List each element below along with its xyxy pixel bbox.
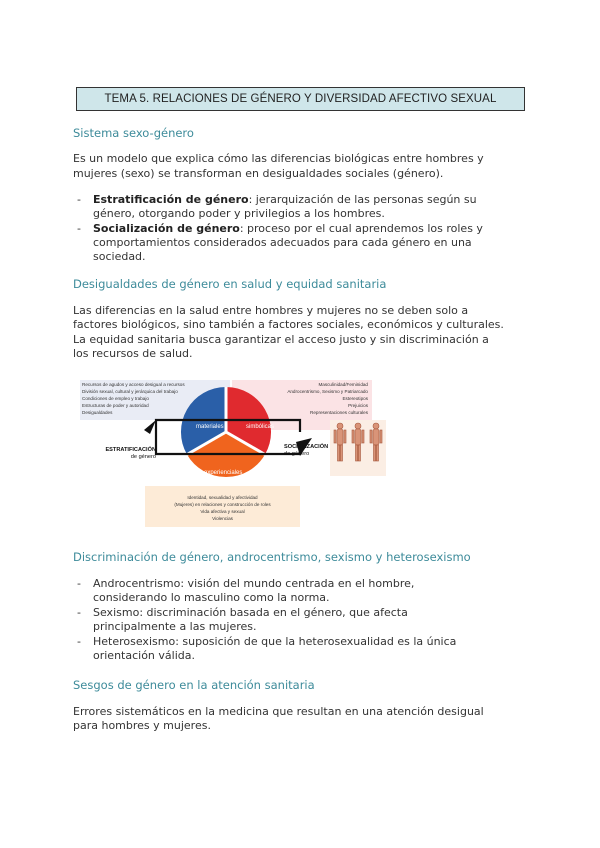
bullet-item <box>77 193 527 208</box>
diagram-text: Identidad, sexualidad y afectividad <box>187 495 258 500</box>
label-line: de género <box>284 451 310 457</box>
diagram-text: Estructuras de poder y autoridad <box>82 403 149 408</box>
paragraph-line: factores biológicos, sino también a factores sociales, económicos y culturales. <box>73 318 504 331</box>
paragraph-line: La equidad sanitaria busca garantizar el acceso justo y sin discriminación a <box>73 333 489 346</box>
bullet-text-line: comportamientos considerados adecuados para cada género en una <box>93 236 472 249</box>
label-line: de género <box>130 454 156 460</box>
diagram-text: Vida afectiva y sexual <box>200 509 245 514</box>
bullet-text-line: género, otorgando poder y privilegios a los hombres. <box>93 207 385 220</box>
bullet-text-line: sociedad. <box>93 250 146 263</box>
section-heading-sistema: Sistema sexo-género <box>73 126 194 140</box>
label-estratificacion <box>100 447 156 461</box>
diagram-text: Estereotipos <box>342 396 368 401</box>
bullet-item <box>77 606 527 621</box>
diagram-text: Condiciones de empleo y trabajo <box>82 396 149 401</box>
bullet-text-line: considerando lo masculino como la norma. <box>93 591 330 604</box>
diagram-text: Desigualdades <box>82 410 113 415</box>
bullet-item <box>77 577 527 592</box>
bullet-text-line: principalmente a las mujeres. <box>93 620 257 633</box>
bullet-term: Heterosexismo <box>93 635 176 648</box>
label-line: SOCIALIZACIÓN <box>284 444 329 450</box>
section-heading-sesgos: Sesgos de género en la atención sanitaria <box>73 678 315 692</box>
paragraph-line: Es un modelo que explica cómo las diferencias biológicas entre hombres y <box>73 152 484 165</box>
segment-label-experienciales: experienciales <box>204 470 243 476</box>
bullet-text: : jerarquización de las personas según su <box>248 193 477 206</box>
diagram-text: Violencias <box>212 516 233 521</box>
bullet-term: Socialización de género <box>93 222 240 235</box>
segment-label-materiales: materiales <box>196 424 224 430</box>
section-heading-discriminacion: Discriminación de género, androcentrismo, sexismo y heterosexismo <box>73 550 471 564</box>
bullet-dash: - <box>77 606 81 619</box>
bullet-dash: - <box>77 222 81 235</box>
bullet-term: Sexismo <box>93 606 140 619</box>
page-title: TEMA 5. RELACIONES DE GÉNERO Y DIVERSIDAD AFECTIVO SEXUAL <box>76 87 525 111</box>
anatomy-figures-image <box>330 420 386 476</box>
diagram-text: Masculinidad/Feminidad <box>318 382 368 387</box>
paragraph-line: Las diferencias en la salud entre hombres y mujeres no se deben solo a <box>73 304 469 317</box>
bullet-text: : suposición de que la heterosexualidad es la única <box>175 635 457 648</box>
diagram-text: Androcentrismo, Sexismo y Patriarcado <box>287 389 368 394</box>
bullet-item <box>77 222 527 237</box>
paragraph-line: los recursos de salud. <box>73 347 193 360</box>
segment-label-simbolicas: simbólicas <box>246 424 275 430</box>
paragraph-line: Errores sistemáticos en la medicina que resultan en una atención desigual <box>73 705 484 718</box>
bullet-dash: - <box>77 577 81 590</box>
paragraph-line: mujeres (sexo) se transforman en desigualdades sociales (género). <box>73 167 444 180</box>
bullet-item <box>77 635 527 650</box>
diagram-text: (Mujeres) en relaciones y construcción de roles <box>174 502 271 507</box>
bullet-term: Androcentrismo <box>93 577 181 590</box>
bullet-text: : proceso por el cual aprendemos los roles y <box>239 222 483 235</box>
section-heading-desigualdades: Desigualdades de género en salud y equidad sanitaria <box>73 277 387 291</box>
diagram-text: Representaciones culturales <box>310 410 368 415</box>
bullet-term: Estratificación de género <box>93 193 249 206</box>
bullet-text-line: orientación válida. <box>93 649 195 662</box>
bullet-text: : discriminación basada en el género, que afecta <box>139 606 408 619</box>
diagram-text: Prejuicios <box>348 403 368 408</box>
bullet-dash: - <box>77 635 81 648</box>
diagram-text: División sexual, cultural y jerárquica del trabajo <box>82 389 178 394</box>
paragraph-line: para hombres y mujeres. <box>73 719 211 732</box>
bullet-text: : visión del mundo centrada en el hombre, <box>180 577 415 590</box>
diagram-text: Recursos de agudos y acceso desigual a recursos <box>82 382 185 387</box>
bullet-dash: - <box>77 193 81 206</box>
label-line: ESTRATIFICACIÓN <box>105 447 156 453</box>
